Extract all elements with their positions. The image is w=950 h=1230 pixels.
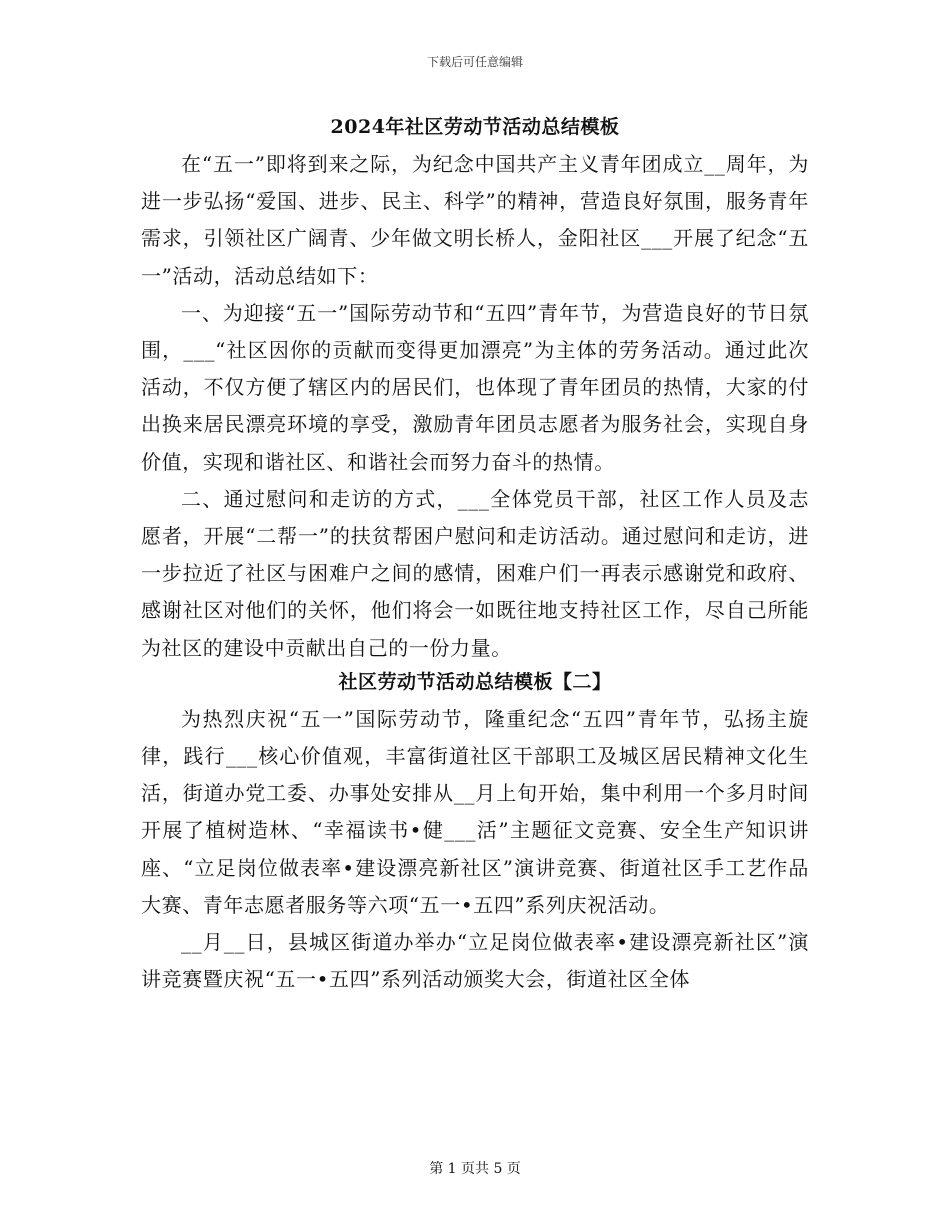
page-number: 第 1 页共 5 页 bbox=[429, 1161, 521, 1177]
document-body bbox=[141, 104, 809, 998]
section-title: 社区劳动节活动总结模板【二】 bbox=[338, 670, 612, 693]
paragraph: 为热烈庆祝“五一”国际劳动节，隆重纪念“五四”青年节，弘扬主旋律，践行___核心价值观，丰富街道社区干部职工及城区居民精神文化生活，街道办党工委、办事处安排从__月上旬开始，集中利用一个多月时间开展了植树造林、“幸福读书•健___活”主题征文竞赛、安全生产知识讲座、“立足岗位做表率•建设漂亮新社区”演讲竞赛、街道社区手工艺作品大赛、青年志愿者服务等六项“五一•五四”系列庆祝活动。 bbox=[141, 706, 809, 917]
paragraph: __月__日，县城区街道办举办“立足岗位做表率•建设漂亮新社区”演讲竞赛暨庆祝“五一•五四”系列活动颁奖大会，街道社区全体 bbox=[141, 930, 809, 992]
document-title: 2024年社区劳动节活动总结模板 bbox=[330, 116, 620, 138]
paragraph: 一、为迎接“五一”国际劳动节和“五四”青年节，为营造良好的节日氛围，___“社区因你的贡献而变得更加漂亮”为主体的劳务活动。通过此次活动，不仅方便了辖区内的居民们，也体现了青年团员的热情，大家的付出换来居民漂亮环境的享受，激励青年团员志愿者为服务社会，实现自身价值，实现和谐社区、和谐社会而努力奋斗的热情。 bbox=[141, 300, 809, 474]
header-note: 下载后可任意编辑 bbox=[426, 55, 523, 69]
paragraph: 在“五一”即将到来之际，为纪念中国共产主义青年团成立__周年，为进一步弘扬“爱国、进步、民主、科学”的精神，营造良好氛围，服务青年需求，引领社区广阔青、少年做文明长桥人，金阳社区___开展了纪念“五一”活动，活动总结如下： bbox=[141, 152, 809, 288]
paragraph: 二、通过慰问和走访的方式，___全体党员干部，社区工作人员及志愿者，开展“二帮一”的扶贫帮困户慰问和走访活动。通过慰问和走访，进一步拉近了社区与困难户之间的感情，困难户们一再表示感谢党和政府、感谢社区对他们的关怀，他们将会一如既往地支持社区工作，尽自己所能为社区的建设中贡献出自己的一份力量。 bbox=[141, 486, 809, 660]
